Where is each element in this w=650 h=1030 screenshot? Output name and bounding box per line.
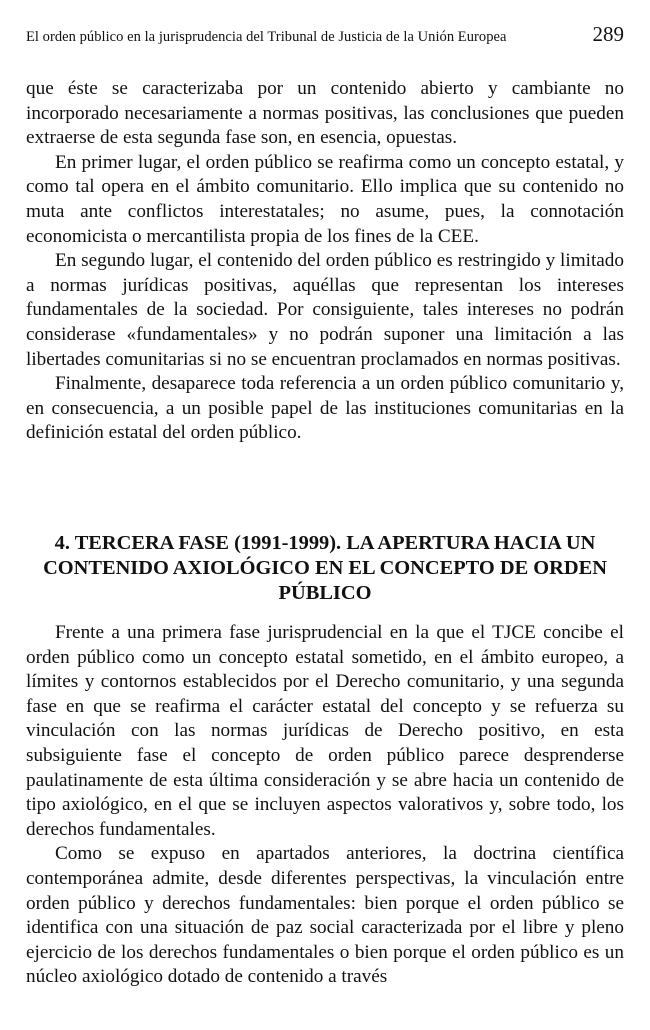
paragraph: Frente a una primera fase jurisprudencial en la que el TJCE concibe el orden público como un concepto estatal sometido, en el ámbito europeo, a límites y contornos establecidos por el Derecho comunitario, y una segunda fase en que se reafirma el carácter estatal del concepto y se refuerza su vinculación con las normas jurídicas de Derecho positivo, en esta subsiguiente fase el concepto de orden público parece desprenderse paulatinamente de esta última consideración y se abre hacia un contenido de tipo axiológico, en el que se incluyen aspectos valorativos y, sobre todo, los derechos fundamentales.	[26, 622, 624, 840]
running-head	[26, 22, 624, 47]
section-heading: 4. TERCERA FASE (1991-1999). LA APERTURA HACIA UN CONTENIDO AXIOLÓGICO EN EL CONCEPTO DE ORDEN PÚBLICO	[43, 532, 607, 604]
paragraph: Como se expuso en apartados anteriores, la doctrina científica contemporánea admite, desde diferentes perspectivas, la vinculación entre orden público y derechos fundamentales: bien porque el orden público se identifica con una situación de paz social caracterizada por el libre y pleno ejercicio de los derechos fundamentales o bien porque el orden público es un núcleo axiológico dotado de contenido a través	[26, 843, 624, 988]
paragraph: que éste se caracterizaba por un contenido abierto y cambiante no incorporado necesariamente a normas positivas, las conclusiones que pueden extraerse de esta segunda fase son, en esencia, opuestas.	[26, 78, 624, 149]
running-title: El orden público en la jurisprudencia del Tribunal de Justicia de la Unión Europea	[26, 29, 507, 45]
section-two-body	[26, 621, 624, 990]
page-number: 289	[592, 22, 624, 46]
paragraph: Finalmente, desaparece toda referencia a un orden público comunitario y, en consecuencia, a un posible papel de las instituciones comunitarias en la definición estatal del orden público.	[26, 373, 624, 444]
paragraph: En primer lugar, el orden público se reafirma como un concepto estatal, y como tal opera en el ámbito comunitario. Ello implica que su contenido no muta ante conflictos interestatales; no asume, pues, la connotación economicista o mercantilista propia de los fines de la CEE.	[26, 151, 624, 247]
paragraph: En segundo lugar, el contenido del orden público es restringido y limitado a normas jurídicas positivas, aquéllas que representan los intereses fundamentales de la sociedad. Por consiguiente, tales intereses no podrán considerase «fundamentales» y no podrán suponer una limitación a las libertades comunitarias si no se encuentran proclamados en normas positivas.	[26, 250, 624, 370]
section-one-body	[26, 77, 624, 446]
